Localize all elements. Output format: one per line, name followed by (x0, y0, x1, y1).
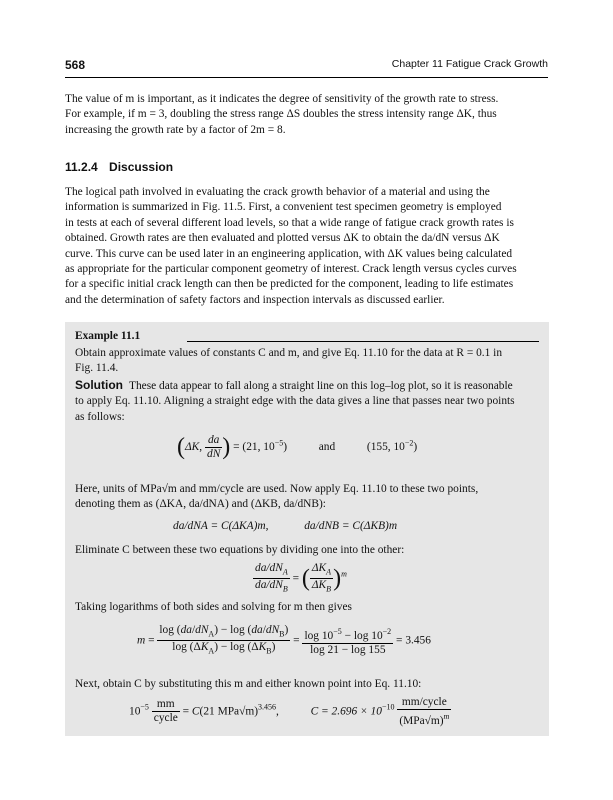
eq1-point1: = (21, 10 (233, 441, 275, 454)
example-title: Example 11.1 (75, 330, 141, 342)
solution-line3: as follows: (75, 410, 125, 423)
solution-heading: Solution (75, 378, 123, 392)
task-line2: Fig. 11.4. (75, 362, 119, 375)
section-heading (65, 160, 173, 174)
p2-line5: curve. This curve can be used later in an engineering application, with ΔK values being calculated (65, 247, 513, 260)
eq1-and: and (318, 441, 336, 454)
paragraph-m-significance (65, 92, 548, 138)
p2-line6: as appropriate for the particular component geometry of interest. Crack length versus cycles curves (65, 263, 517, 276)
task-line1: Obtain approximate values of constants C and m, and give Eq. 11.10 for the data at R = 0.1 in (75, 347, 503, 359)
p1-line1: The value of m is important, as it indicates the degree of sensitivity of the growth rate to stress. (65, 93, 499, 105)
example-box (65, 322, 549, 736)
example-next-text: Next, obtain C by substituting this m and either known point into Eq. 11.10: (75, 678, 422, 690)
equation-ratio: $\frac{da/dN_A}{da/dN_B}$ = ( $\frac{\Delta K_A}{\Delta K_B}$ )$^m$ (255, 562, 347, 594)
example-taking-text: Taking logarithms of both sides and solving for m then gives (75, 601, 352, 613)
example-eliminate-text: Eliminate C between these two equations by dividing one into the other: (75, 544, 405, 556)
section-number: 11.2.4 (65, 160, 98, 174)
eq4-result: = 3.456 (396, 634, 431, 647)
paragraph-discussion (65, 185, 548, 308)
p2-line8: and the determination of safety factors and inspection intervals as discussed earlier. (65, 293, 445, 306)
running-head: Chapter 11 Fatigue Crack Growth (391, 58, 548, 70)
p2-line2: information is summarized in Fig. 11.5. First, a convenient test specimen geometry is employed (65, 201, 502, 214)
p2-line4: obtained. Growth rates are then evaluated and plotted versus ΔK to obtain the da/dN versus ΔK (65, 232, 500, 245)
equation-points: (ΔK, $\frac{da}{dN}$ ) = (21, $10^{-5}$) and (155, $10^{-2}$) (177, 434, 418, 460)
p2-line7: for a specific initial crack length can then be predicted for the component, leading to life estimates (65, 278, 514, 291)
p1-line2: For example, if m = 3, doubling the stress range ΔS doubles the stress intensity range ΔK, thus (65, 108, 497, 121)
example-solution (75, 378, 541, 425)
section-title: Discussion (109, 160, 174, 174)
here-line2: denoting them as (ΔKA, da/dNA) and (ΔKB, da/dNB): (75, 498, 326, 511)
example-task (75, 346, 541, 377)
equation-c-solution: $10^{-5}$ $\frac{mm}{\text{cycle}}$ = C(21 MPa√m)$^{3.456}$, $C = 2.696 \times 10^{-10}$ $\frac{\text{mm/cycle}}{(MPa√m)^m}$ (129, 696, 450, 727)
solution-line1: These data appear to fall along a straight line on this log–log plot, so it is reasonable (129, 380, 513, 392)
example-here-text (75, 482, 541, 513)
header-rule (65, 77, 548, 78)
eq2-point-a: da/dNA = C(ΔKA)m, (173, 520, 269, 532)
solution-line2: to apply Eq. 11.10. Aligning a straight edge with the data gives a line that passes near two points (75, 395, 515, 408)
eq2-point-b: da/dNB = C(ΔKB)m (304, 520, 398, 532)
equation-m-solution: m = $\frac{\log (da/dN_A) - \log (da/dN_B)}{\log (\Delta K_A) - \log (\Delta K_B)}$ = $\frac{\log 10^{-5} - \log 10^{-2}}{\log 21 - \log 155}$ = 3.456 (137, 624, 431, 656)
p1-line3: increasing the growth rate by a factor of 2m = 8. (65, 123, 286, 136)
eq5-c: C = 2.696 × 10 (310, 705, 382, 718)
page-header (65, 58, 548, 76)
example-title-rule (187, 341, 539, 342)
page-number: 568 (65, 58, 86, 72)
equation-power-law-pair (173, 520, 397, 532)
p2-line1: The logical path involved in evaluating the crack growth behavior of a material and using the (65, 186, 490, 198)
here-line1: Here, units of MPa√m and mm/cycle are used. Now apply Eq. 11.10 to these two points, (75, 483, 479, 495)
p2-line3: in tests at each of several different load levels, so that a wide range of fatigue crack growth rates is (65, 216, 514, 229)
eq1-point2: (155, 10 (366, 441, 405, 454)
